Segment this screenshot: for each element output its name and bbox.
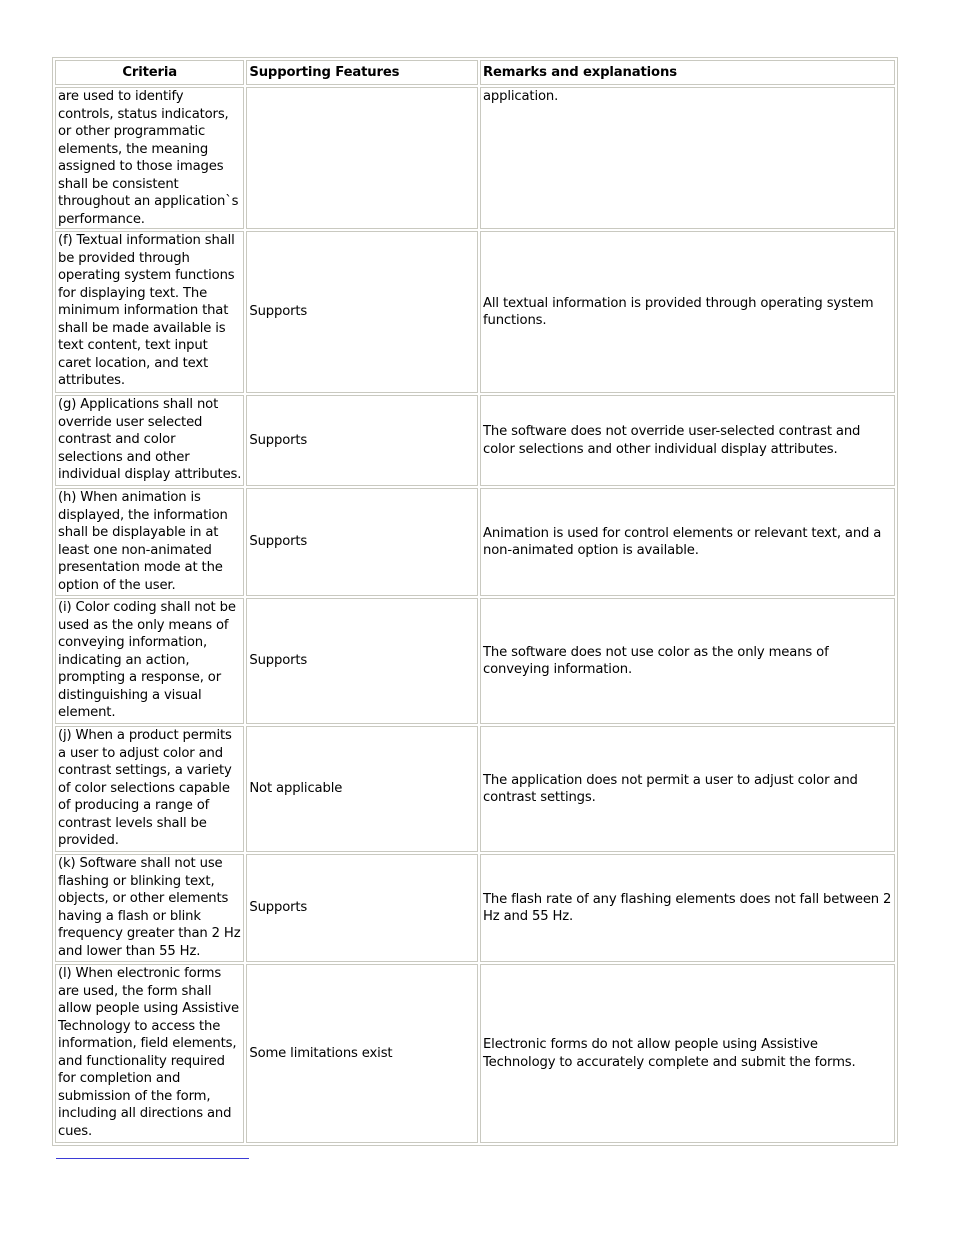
header-remarks: Remarks and explanations <box>480 60 895 85</box>
criteria-cell: (k) Software shall not use flashing or blinking text, objects, or other elements having a flash or blink frequency greater than 2 Hz and lower than 55 Hz. <box>55 854 244 962</box>
criteria-cell: (i) Color coding shall not be used as the only means of conveying information, indicating an action, prompting a response, or distinguishing a visual element. <box>55 598 244 724</box>
header-supporting-features: Supporting Features <box>246 60 478 85</box>
support-cell: Some limitations exist <box>246 964 478 1143</box>
criteria-cell: (h) When animation is displayed, the information shall be displayable in at least one non-animated presentation mode at the option of the user. <box>55 488 244 596</box>
support-cell: Not applicable <box>246 726 478 852</box>
criteria-cell: (f) Textual information shall be provided through operating system functions for displaying text. The minimum information that shall be made available is text content, text input caret location, and text attributes. <box>55 231 244 393</box>
table-row <box>55 395 895 486</box>
table-row <box>55 231 895 393</box>
criteria-cell: are used to identify controls, status indicators, or other programmatic elements, the meaning assigned to those images shall be consistent throughout an application`s performance. <box>55 87 244 229</box>
table-header-row <box>55 60 895 85</box>
remarks-cell: Animation is used for control elements or relevant text, and a non-animated option is available. <box>480 488 895 596</box>
table-row <box>55 488 895 596</box>
table-row <box>55 87 895 229</box>
remarks-cell: Electronic forms do not allow people using Assistive Technology to accurately complete and submit the forms. <box>480 964 895 1143</box>
support-cell <box>246 87 478 229</box>
footnote-separator <box>56 1158 249 1159</box>
table-row <box>55 964 895 1143</box>
remarks-cell: The application does not permit a user to adjust color and contrast settings. <box>480 726 895 852</box>
support-cell: Supports <box>246 598 478 724</box>
support-cell: Supports <box>246 395 478 486</box>
remarks-cell: All textual information is provided through operating system functions. <box>480 231 895 393</box>
remarks-cell: application. <box>480 87 895 229</box>
table-row <box>55 726 895 852</box>
support-cell: Supports <box>246 854 478 962</box>
remarks-cell: The software does not override user-selected contrast and color selections and other individual display attributes. <box>480 395 895 486</box>
accessibility-criteria-table <box>52 57 898 1146</box>
criteria-cell: (l) When electronic forms are used, the form shall allow people using Assistive Technology to access the information, field elements, and functionality required for completion and submission of the form, including all directions and cues. <box>55 964 244 1143</box>
criteria-cell: (j) When a product permits a user to adjust color and contrast settings, a variety of color selections capable of producing a range of contrast levels shall be provided. <box>55 726 244 852</box>
criteria-cell: (g) Applications shall not override user selected contrast and color selections and other individual display attributes. <box>55 395 244 486</box>
header-criteria: Criteria <box>55 60 244 85</box>
table-row <box>55 854 895 962</box>
support-cell: Supports <box>246 231 478 393</box>
remarks-cell: The software does not use color as the only means of conveying information. <box>480 598 895 724</box>
support-cell: Supports <box>246 488 478 596</box>
remarks-cell: The flash rate of any flashing elements does not fall between 2 Hz and 55 Hz. <box>480 854 895 962</box>
table-row <box>55 598 895 724</box>
